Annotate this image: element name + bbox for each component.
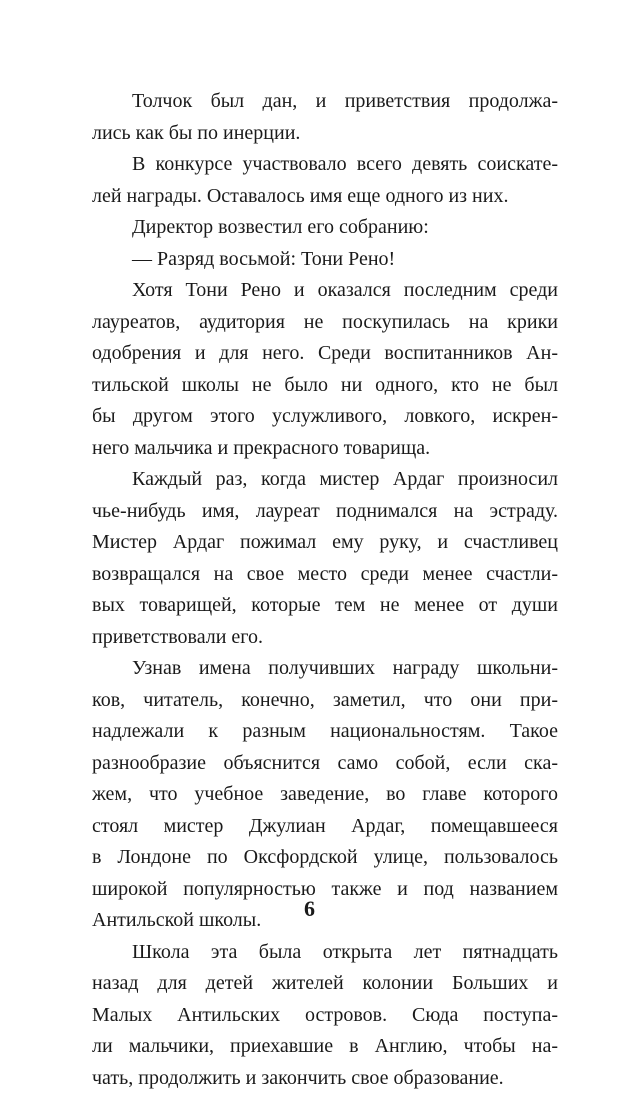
text-line: одобрения и для него. Среди воспитанников Ан- — [92, 338, 558, 370]
text-line: Малых Антильских островов. Сюда поступа- — [92, 1000, 558, 1032]
text-line: назад для детей жителей колонии Больших и — [92, 968, 558, 1000]
text-line: широкой популярностью также и под названием — [92, 874, 558, 906]
text-line: чать, продолжить и закончить свое образование. — [92, 1063, 558, 1094]
text-line: тильской школы не было ни одного, кто не был — [92, 370, 558, 402]
text-line: Школа эта была открыта лет пятнадцать — [92, 937, 558, 969]
page-number: 6 — [0, 896, 619, 922]
text-line: стоял мистер Джулиан Ардаг, помещавшееся — [92, 811, 558, 843]
text-line: надлежали к разным национальностям. Такое — [92, 716, 558, 748]
text-line: в Лондоне по Оксфордской улице, пользовалось — [92, 842, 558, 874]
text-line: приветствовали его. — [92, 622, 558, 654]
text-line: бы другом этого услужливого, ловкого, искрен- — [92, 401, 558, 433]
text-line: вых товарищей, которые тем не менее от души — [92, 590, 558, 622]
text-line: — Разряд восьмой: Тони Рено! — [92, 244, 558, 276]
text-line: Каждый раз, когда мистер Ардаг произносил — [92, 464, 558, 496]
text-line: Узнав имена получивших награду школьни- — [92, 653, 558, 685]
text-line: ков, читатель, конечно, заметил, что они при- — [92, 685, 558, 717]
text-line: лей награды. Оставалось имя еще одного из них. — [92, 181, 558, 213]
text-line: В конкурсе участвовало всего девять соискате- — [92, 149, 558, 181]
text-line: жем, что учебное заведение, во главе которого — [92, 779, 558, 811]
text-line: ли мальчики, приехавшие в Англию, чтобы на- — [92, 1031, 558, 1063]
text-line: Хотя Тони Рено и оказался последним среди — [92, 275, 558, 307]
text-line: чье-нибудь имя, лауреат поднимался на эстраду. — [92, 496, 558, 528]
text-line: лись как бы по инерции. — [92, 118, 558, 150]
text-line: Толчок был дан, и приветствия продолжа- — [92, 86, 558, 118]
text-line: возвращался на свое место среди менее счастли- — [92, 559, 558, 591]
text-line: лауреатов, аудитория не поскупилась на крики — [92, 307, 558, 339]
body-text — [92, 86, 558, 1094]
text-line: него мальчика и прекрасного товарища. — [92, 433, 558, 465]
text-line: разнообразие объяснится само собой, если ска- — [92, 748, 558, 780]
text-line: Антильской школы. — [92, 905, 558, 937]
text-line: Мистер Ардаг пожимал ему руку, и счастливец — [92, 527, 558, 559]
text-line: Директор возвестил его собранию: — [92, 212, 558, 244]
